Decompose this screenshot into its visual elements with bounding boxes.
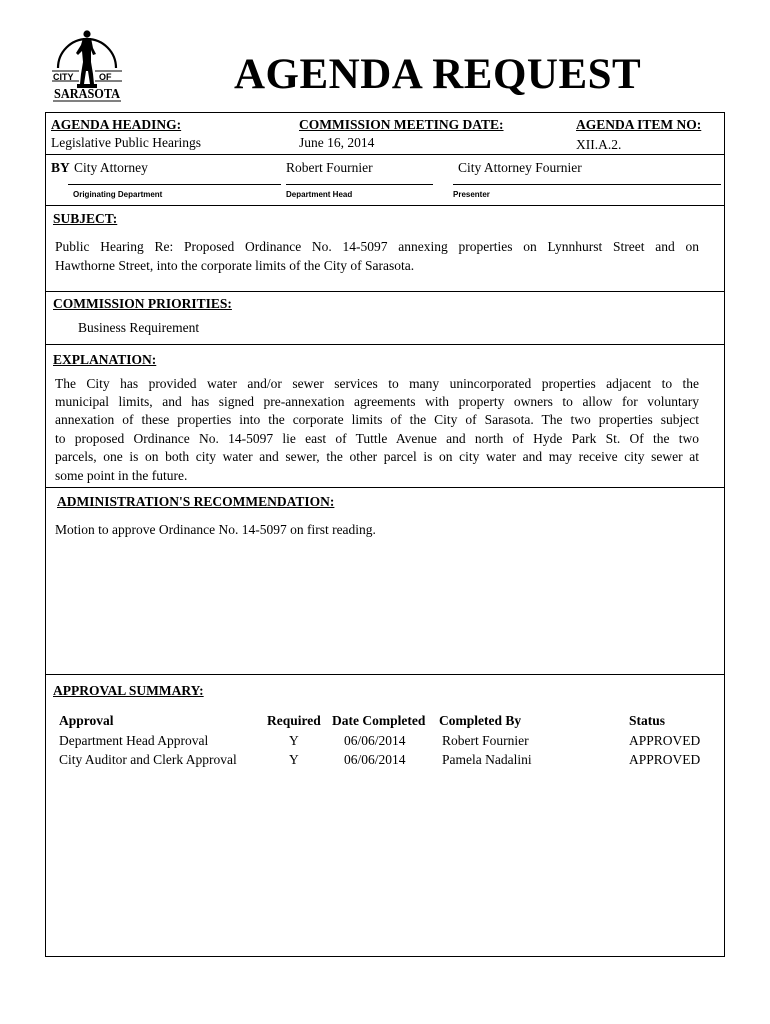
explanation-line: The City has provided water and/or sewer services to many unincorporated properties adjacent to the bbox=[55, 376, 699, 391]
agenda-heading-value: Legislative Public Hearings bbox=[51, 135, 201, 150]
svg-text:OF: OF bbox=[99, 72, 112, 82]
approval-required: Y bbox=[289, 752, 299, 767]
page-title: AGENDA REQUEST bbox=[234, 51, 642, 98]
commission-priorities-value: Business Requirement bbox=[78, 320, 200, 335]
approval-name: City Auditor and Clerk Approval bbox=[59, 752, 237, 767]
approval-date: 06/06/2014 bbox=[344, 752, 406, 767]
approval-status: APPROVED bbox=[629, 752, 701, 767]
commission-priorities-label: COMMISSION PRIORITIES: bbox=[53, 296, 232, 311]
divider bbox=[46, 674, 724, 675]
approval-completed-by: Pamela Nadalini bbox=[442, 752, 532, 767]
divider bbox=[46, 487, 724, 488]
column-header-completed-by: Completed By bbox=[439, 713, 522, 728]
divider bbox=[46, 205, 724, 206]
approval-date: 06/06/2014 bbox=[344, 733, 406, 748]
column-header-date-completed: Date Completed bbox=[332, 713, 426, 728]
originating-department-value: City Attorney bbox=[74, 160, 148, 175]
meeting-date-label: COMMISSION MEETING DATE: bbox=[299, 117, 504, 132]
agenda-form bbox=[45, 112, 725, 957]
department-head-value: Robert Fournier bbox=[286, 160, 373, 175]
subject-label: SUBJECT: bbox=[53, 211, 118, 226]
approval-completed-by: Robert Fournier bbox=[442, 733, 529, 748]
originating-department-caption: Originating Department bbox=[73, 190, 163, 199]
svg-text:CITY: CITY bbox=[53, 72, 74, 82]
svg-text:SARASOTA: SARASOTA bbox=[54, 87, 121, 102]
recommendation-label: ADMINISTRATION'S RECOMMENDATION: bbox=[57, 494, 335, 509]
approval-status: APPROVED bbox=[629, 733, 701, 748]
department-head-caption: Department Head bbox=[286, 190, 353, 199]
explanation-label: EXPLANATION: bbox=[53, 352, 157, 367]
approval-name: Department Head Approval bbox=[59, 733, 209, 748]
explanation-line: to proposed Ordinance No. 14-5097 lie east of Tuttle Avenue and north of Hyde Park St. Of the two bbox=[55, 431, 699, 446]
signature-line bbox=[286, 184, 433, 185]
explanation-line: parcels, one is on both city water and sewer, the other parcel is on city water and may receive city sewer at bbox=[55, 449, 699, 464]
divider bbox=[46, 291, 724, 292]
recommendation-value: Motion to approve Ordinance No. 14-5097 on first reading. bbox=[55, 522, 376, 537]
explanation-line: some point in the future. bbox=[55, 468, 188, 483]
approval-summary-label: APPROVAL SUMMARY: bbox=[53, 683, 204, 698]
presenter-caption: Presenter bbox=[453, 190, 490, 199]
agenda-item-label: AGENDA ITEM NO: bbox=[576, 117, 702, 132]
agenda-item-value: XII.A.2. bbox=[576, 137, 622, 152]
signature-line bbox=[68, 184, 281, 185]
column-header-required: Required bbox=[267, 713, 321, 728]
by-label: BY bbox=[51, 160, 70, 175]
column-header-approval: Approval bbox=[59, 713, 114, 728]
divider bbox=[46, 154, 724, 155]
column-header-status: Status bbox=[629, 713, 666, 728]
meeting-date-value: June 16, 2014 bbox=[299, 135, 375, 150]
agenda-heading-label: AGENDA HEADING: bbox=[51, 117, 182, 132]
divider bbox=[46, 344, 724, 345]
explanation-line: municipal limits, and has signed pre-annexation agreements with property owners to allow for voluntary bbox=[55, 394, 699, 409]
presenter-value: City Attorney Fournier bbox=[458, 160, 582, 175]
signature-line bbox=[453, 184, 721, 185]
explanation-line: annexation of these properties into the corporate limits of the City of Sarasota. The two properties subject bbox=[55, 412, 699, 427]
city-of-sarasota-logo bbox=[48, 24, 126, 106]
approval-required: Y bbox=[289, 733, 299, 748]
subject-text-line-1: Public Hearing Re: Proposed Ordinance No. 14-5097 annexing properties on Lynnhurst Street and on bbox=[55, 239, 699, 254]
subject-text-line-2: Hawthorne Street, into the corporate limits of the City of Sarasota. bbox=[55, 258, 415, 273]
